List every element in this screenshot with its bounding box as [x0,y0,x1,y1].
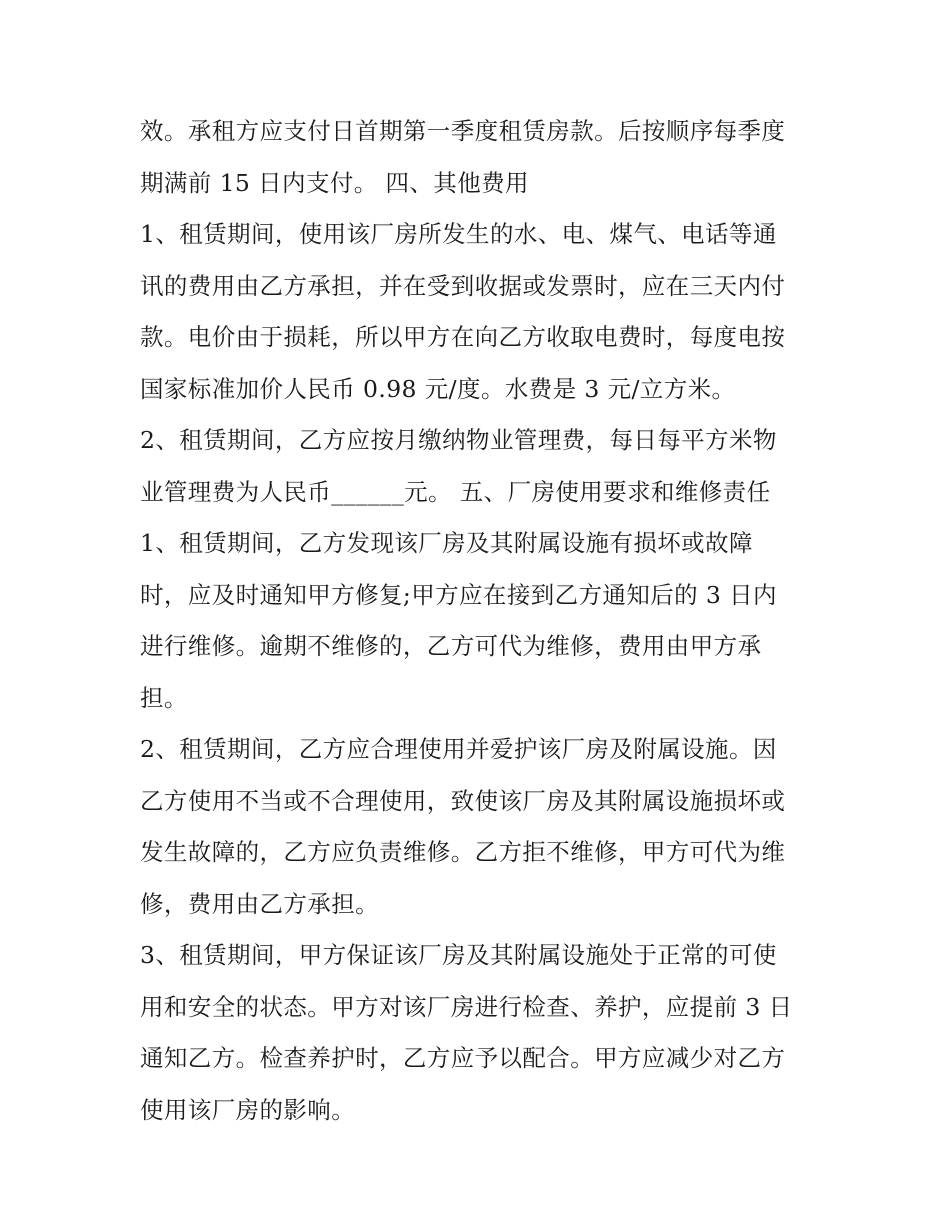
text-line: 业管理费为人民币______元。 五、厂房使用要求和维修责任 [140,477,771,506]
text-line: 3、租赁期间，甲方保证该厂房及其附属设施处于正常的可使 [140,941,777,969]
text-line: 2、租赁期间，乙方应按月缴纳物业管理费，每日每平方米物 [140,426,777,454]
text-line: 时，应及时通知甲方修复;甲方应在接到乙方通知后的 3 日内 [140,580,777,609]
text-line: 讯的费用由乙方承担，并在受到收据或发票时，应在三天内付 [140,271,786,300]
text-line: 用和安全的状态。甲方对该厂房进行检查、养护，应提前 3 日 [140,992,793,1021]
text-line: 修，费用由乙方承担。 [140,889,379,918]
text-line: 款。电价由于损耗，所以甲方在向乙方收取电费时，每度电按 [140,323,786,351]
text-line: 1、租赁期间，使用该厂房所发生的水、电、煤气、电话等通 [140,220,777,248]
text-line: 通知乙方。检查养护时，乙方应予以配合。甲方应减少对乙方 [140,1044,786,1072]
text-line: 国家标准加价人民币 0.98 元/度。水费是 3 元/立方米。 [140,374,736,403]
text-line: 1、租赁期间，乙方发现该厂房及其附属设施有损坏或故障 [140,529,753,557]
text-line: 使用该厂房的影响。 [140,1095,356,1124]
text-line: 进行维修。逾期不维修的，乙方可代为维修，费用由甲方承 [140,632,762,660]
text-line: 担。 [140,683,188,712]
text-line: 发生故障的，乙方应负责维修。乙方拒不维修，甲方可代为维 [140,838,786,866]
text-line: 期满前 15 日内支付。 四、其他费用 [140,168,529,197]
text-line: 乙方使用不当或不合理使用，致使该厂房及其附属设施损坏或 [140,786,786,815]
text-line: 效。承租方应支付日首期第一季度租赁房款。后按顺序每季度 [140,117,786,145]
document-body [140,106,830,1136]
text-line: 2、租赁期间，乙方应合理使用并爱护该厂房及附属设施。因 [140,735,777,763]
